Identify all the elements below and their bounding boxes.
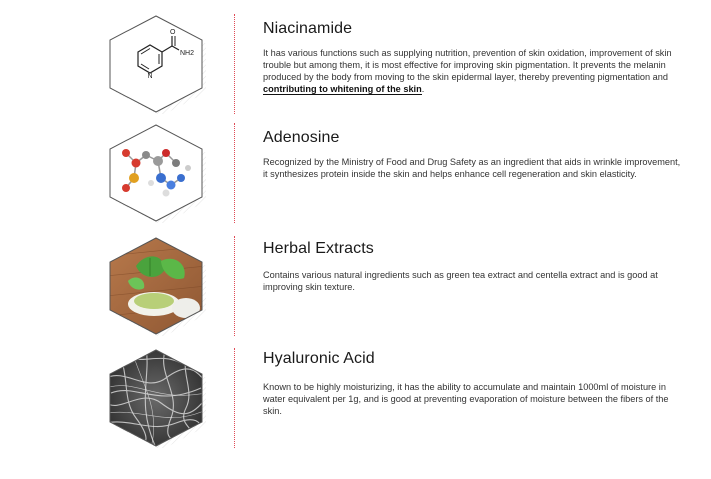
ingredient-title: Hyaluronic Acid bbox=[263, 350, 375, 367]
description-text: It has various functions such as supplying nutrition, prevention of skin oxidation, improvement of skin trouble but among them, it is most effective for improving skin pigmentation. It prevents the melanin produced by the body from moving to the skin epidermal layer, thereby preventing pigmentation and bbox=[263, 48, 672, 82]
adenosine-hexagon bbox=[106, 123, 206, 223]
hyaluronic-hexagon bbox=[106, 348, 206, 448]
ingredient-hyaluronic-acid bbox=[0, 348, 711, 458]
ingredient-description: Contains various natural ingredients such as green tea extract and centella extract and is good at improving skin texture. bbox=[263, 270, 658, 292]
ingredient-title: Adenosine bbox=[263, 129, 340, 146]
svg-text:N: N bbox=[147, 73, 153, 80]
ingredient-niacinamide bbox=[0, 14, 711, 124]
niacinamide-hexagon bbox=[106, 14, 206, 114]
row-divider bbox=[234, 14, 235, 114]
ingredient-adenosine bbox=[0, 123, 711, 233]
molecule-model-icon bbox=[106, 123, 206, 223]
herbal-leaves-image bbox=[106, 236, 206, 336]
ingredient-description bbox=[263, 47, 683, 95]
ingredient-description: Recognized by the Ministry of Food and Drug Safety as an ingredient that aids in wrinkle improvement, it synthesizes protein inside the skin and helps enhance cell regeneration and skin elasticity. bbox=[263, 157, 681, 179]
description-highlight: contributing to whitening of the skin bbox=[263, 84, 422, 94]
row-divider bbox=[234, 348, 235, 448]
herbal-hexagon bbox=[106, 236, 206, 336]
row-divider bbox=[234, 236, 235, 336]
ingredient-title: Niacinamide bbox=[263, 20, 353, 37]
svg-text:O: O bbox=[170, 29, 176, 36]
svg-text:NH2: NH2 bbox=[180, 50, 195, 57]
ingredient-title: Herbal Extracts bbox=[263, 240, 374, 257]
ingredient-description: Known to be highly moisturizing, it has the ability to accumulate and maintain 1000ml of moisture in water equivalent per 1g, and is good at preventing evaporation of moisture between the fibers of the skin. bbox=[263, 382, 669, 416]
ingredient-herbal-extracts bbox=[0, 236, 711, 346]
fiber-microscope-image bbox=[106, 348, 206, 448]
niacinamide-structure-icon bbox=[106, 14, 206, 114]
description-suffix: . bbox=[421, 84, 425, 94]
row-divider bbox=[234, 123, 235, 223]
